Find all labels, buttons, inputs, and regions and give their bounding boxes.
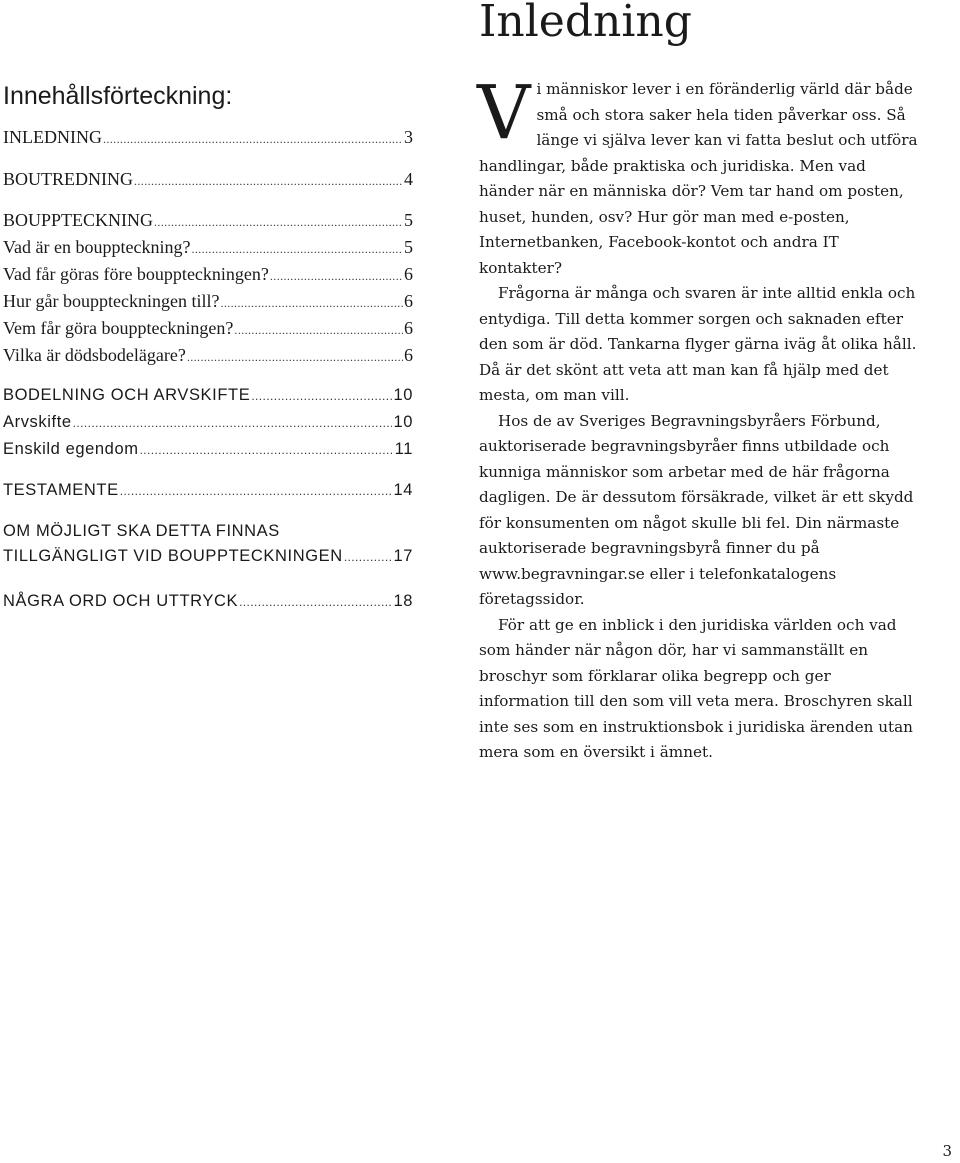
toc-leader-dots — [120, 480, 393, 502]
article-body — [477, 70, 919, 766]
toc-entry-page: 3 — [404, 127, 413, 147]
toc-entry-vad-far-goras[interactable] — [3, 263, 413, 287]
toc-entry-title: Vad är en bouppteckning? — [3, 237, 191, 257]
toc-entry-page: 4 — [404, 169, 413, 189]
toc-entry-dodsbodelagare[interactable] — [3, 344, 413, 368]
toc-entry-page: 18 — [393, 592, 413, 610]
toc-entry-title: NÅGRA ORD OCH UTTRYCK — [3, 592, 239, 610]
toc-entry-page: 5 — [404, 237, 413, 257]
toc-entry-title: Arvskifte — [3, 413, 72, 431]
toc-entry-title-continued: TILLGÄNGLIGT VID BOUPPTECKNINGEN — [3, 547, 343, 565]
toc-entry-arvskifte[interactable] — [3, 411, 413, 434]
toc-entry-title: Enskild egendom — [3, 440, 139, 458]
paragraph-text: i människor lever i en föränderlig värld där både små och stora saker hela tiden påverkar oss. Så länge vi själva lever kan vi fatta beslut och utföra handlingar, både praktiska och juridiska. Men vad händer när en människa dör? Vem tar hand om posten, huset, hunden, osv? Hur gör man med e-posten, Internetbanken, Facebook-kontot och andra IT kontakter? — [479, 80, 918, 277]
toc-entry-page: 10 — [393, 386, 413, 404]
toc-entry-enskild-egendom[interactable] — [3, 438, 413, 461]
toc-entry-page: 6 — [404, 291, 413, 311]
toc-leader-dots — [140, 439, 394, 461]
toc-leader-dots — [187, 346, 403, 368]
toc-entry-page: 14 — [393, 481, 413, 499]
article-paragraph-2: Frågorna är många och svaren är inte alltid enkla och entydiga. Till detta kommer sorgen och saknaden efter den som är död. Tankarna flyger gärna iväg åt olika håll. Då är det skönt att veta att man kan få hjälp med det mesta, om man vill. — [479, 284, 917, 404]
toc-entry-title: Vad får göras före bouppteckningen? — [3, 264, 269, 284]
toc-entry-page: 17 — [393, 547, 413, 565]
toc-entry-title: INLEDNING — [3, 127, 102, 147]
toc-entry-om-mojligt[interactable] — [3, 520, 413, 568]
toc-entry-title: BOUPPTECKNING — [3, 210, 154, 230]
toc-leader-dots — [154, 211, 403, 233]
toc-leader-dots — [220, 292, 403, 314]
toc-entry-testamente[interactable] — [3, 479, 413, 502]
toc-leader-dots — [234, 319, 403, 341]
toc-entry-inledning[interactable] — [3, 126, 413, 150]
toc-leader-dots — [251, 385, 392, 407]
toc-entry-hur-gar-till[interactable] — [3, 290, 413, 314]
toc-leader-dots — [134, 170, 403, 192]
article-paragraph-4: För att ge en inblick i den juridiska världen och vad som händer när någon dör, har vi sammanställt en broschyr som förklarar olika begrepp och ger information till den som vill veta mera. Broschyren skall inte ses som en instruktionsbok i juridiska ärenden utan mera som en översikt i ämnet. — [479, 615, 913, 761]
toc-leader-dots — [73, 412, 393, 434]
toc-entry-bodelning[interactable] — [3, 384, 413, 407]
toc-entry-boutredning[interactable] — [3, 168, 413, 192]
toc-entry-title: Vilka är dödsbodelägare? — [3, 345, 186, 365]
toc-entry-page: 5 — [404, 210, 413, 230]
toc-heading: Innehållsförteckning: — [3, 82, 233, 110]
toc-entry-title: BOUTREDNING — [3, 169, 133, 189]
toc-entry-title: OM MÖJLIGT SKA DETTA FINNAS — [3, 522, 280, 540]
toc-entry-title: Hur går bouppteckningen till? — [3, 291, 220, 311]
toc-entry-bouppteckning[interactable] — [3, 209, 413, 233]
toc-entry-page: 6 — [404, 318, 413, 338]
page-title: Inledning — [479, 0, 692, 47]
article-paragraph-1 — [477, 70, 919, 281]
toc-entry-title: Vem får göra bouppteckningen? — [3, 318, 234, 338]
toc-entry-page: 11 — [394, 440, 413, 458]
toc-entry-vem-far-gora[interactable] — [3, 317, 413, 341]
toc-leader-dots — [239, 591, 392, 613]
toc-leader-dots — [344, 546, 393, 568]
toc-entry-page: 6 — [404, 264, 413, 284]
article-paragraph-3: Hos de av Sveriges Begravningsbyråers Förbund, auktoriserade begravningsbyråer finns utbildade och kunniga människor som arbetar med de här frågorna dagligen. De är dessutom försäkrade, vilket är ett skydd för konsumenten om något skulle bli fel. Din närmaste auktoriserade begravningsbyrå finner du på www.begravningar.se eller i telefonkatalogens företagssidor. — [479, 411, 914, 608]
toc-entry-page: 10 — [393, 413, 413, 431]
page-number: 3 — [942, 1142, 952, 1160]
toc-entry-vad-ar-bouppteckning[interactable] — [3, 236, 413, 260]
toc-entry-page: 6 — [404, 345, 413, 365]
drop-cap: V — [477, 70, 531, 156]
toc-leader-dots — [191, 238, 403, 260]
toc-entry-title: TESTAMENTE — [3, 481, 119, 499]
toc-entry-nagra-ord[interactable] — [3, 590, 413, 613]
toc-entry-title: BODELNING OCH ARVSKIFTE — [3, 386, 251, 404]
toc-leader-dots — [103, 128, 403, 150]
toc-leader-dots — [270, 265, 403, 287]
